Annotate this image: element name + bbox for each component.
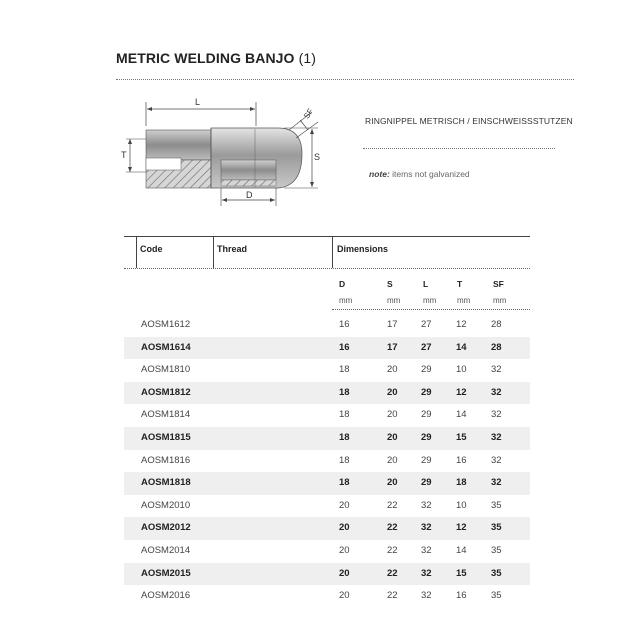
cell-S: 20 bbox=[387, 386, 398, 398]
cell-T: 12 bbox=[456, 522, 467, 534]
cell-code: AOSM1814 bbox=[141, 409, 191, 421]
cell-L: 29 bbox=[421, 386, 432, 398]
cell-SF: 35 bbox=[491, 499, 502, 511]
cell-code: AOSM2016 bbox=[141, 590, 191, 602]
column-divider-thread bbox=[213, 236, 214, 268]
cell-SF: 35 bbox=[491, 522, 502, 534]
colhead-L: L bbox=[423, 279, 429, 289]
cell-code: AOSM1810 bbox=[141, 364, 191, 376]
cell-SF: 28 bbox=[491, 341, 502, 353]
cell-SF: 32 bbox=[491, 386, 502, 398]
colhead-D: D bbox=[339, 279, 346, 289]
cell-T: 16 bbox=[456, 454, 467, 466]
cell-D: 18 bbox=[339, 386, 350, 398]
cell-S: 17 bbox=[387, 341, 398, 353]
column-divider-dimensions bbox=[332, 236, 333, 268]
cell-T: 15 bbox=[456, 567, 467, 579]
cell-T: 16 bbox=[456, 590, 467, 602]
cell-D: 18 bbox=[339, 431, 350, 443]
cell-L: 32 bbox=[421, 522, 432, 534]
cell-L: 29 bbox=[421, 431, 432, 443]
cell-SF: 28 bbox=[491, 319, 502, 330]
unit-SF: mm bbox=[493, 296, 507, 305]
cell-S: 22 bbox=[387, 567, 398, 579]
title-suffix: (1) bbox=[298, 50, 316, 66]
table-row bbox=[124, 427, 530, 450]
header-thread: Thread bbox=[217, 244, 248, 254]
colhead-S: S bbox=[387, 279, 393, 289]
label-D: D bbox=[246, 190, 253, 200]
cell-S: 20 bbox=[387, 454, 398, 466]
cell-SF: 32 bbox=[491, 409, 502, 421]
unit-D: mm bbox=[339, 296, 353, 305]
cell-D: 18 bbox=[339, 454, 350, 466]
cell-code: AOSM1818 bbox=[141, 477, 191, 489]
cell-D: 20 bbox=[339, 590, 350, 602]
cell-T: 14 bbox=[456, 409, 467, 421]
table-row bbox=[124, 517, 530, 540]
cell-code: AOSM2012 bbox=[141, 522, 191, 534]
cell-D: 20 bbox=[339, 567, 350, 579]
cell-T: 14 bbox=[456, 544, 467, 556]
table-row bbox=[124, 563, 530, 586]
units-divider bbox=[332, 309, 530, 310]
banjo-technical-drawing bbox=[116, 92, 346, 212]
cell-code: AOSM1816 bbox=[141, 454, 191, 466]
header-code: Code bbox=[140, 244, 163, 254]
cell-S: 17 bbox=[387, 319, 398, 330]
cell-L: 29 bbox=[421, 454, 432, 466]
cell-D: 16 bbox=[339, 341, 350, 353]
cell-SF: 35 bbox=[491, 567, 502, 579]
cell-S: 20 bbox=[387, 477, 398, 489]
table-header-divider bbox=[124, 268, 530, 269]
cell-D: 18 bbox=[339, 409, 350, 421]
cell-S: 22 bbox=[387, 590, 398, 602]
cell-D: 16 bbox=[339, 319, 350, 330]
header-dimensions: Dimensions bbox=[337, 244, 389, 254]
cell-T: 15 bbox=[456, 431, 467, 443]
cell-T: 10 bbox=[456, 499, 467, 511]
cell-L: 32 bbox=[421, 544, 432, 556]
cell-SF: 32 bbox=[491, 454, 502, 466]
subtitle-divider bbox=[363, 148, 555, 149]
note-text: items not galvanized bbox=[392, 169, 470, 179]
cell-S: 22 bbox=[387, 522, 398, 534]
cell-D: 20 bbox=[339, 544, 350, 556]
title-text: METRIC WELDING BANJO bbox=[116, 50, 295, 66]
unit-L: mm bbox=[423, 296, 437, 305]
cell-SF: 32 bbox=[491, 477, 502, 489]
cell-code: AOSM2010 bbox=[141, 499, 191, 511]
colhead-SF: SF bbox=[493, 279, 504, 289]
cell-code: AOSM2015 bbox=[141, 567, 191, 579]
cell-SF: 35 bbox=[491, 590, 502, 602]
table-row bbox=[124, 337, 530, 360]
cell-code: AOSM2014 bbox=[141, 544, 191, 556]
cell-SF: 32 bbox=[491, 364, 502, 376]
cell-L: 32 bbox=[421, 590, 432, 602]
title-divider bbox=[116, 79, 574, 80]
cell-S: 20 bbox=[387, 409, 398, 421]
table-row bbox=[124, 585, 530, 608]
cell-T: 12 bbox=[456, 319, 467, 330]
note bbox=[369, 169, 470, 179]
cell-T: 12 bbox=[456, 386, 467, 398]
table-row bbox=[124, 314, 530, 337]
cell-code: AOSM1614 bbox=[141, 341, 191, 353]
cell-D: 20 bbox=[339, 499, 350, 511]
table-row bbox=[124, 450, 530, 473]
table-row bbox=[124, 359, 530, 382]
table-row bbox=[124, 540, 530, 563]
cell-D: 18 bbox=[339, 364, 350, 376]
cell-T: 10 bbox=[456, 364, 467, 376]
cell-D: 18 bbox=[339, 477, 350, 489]
label-SF: SF bbox=[301, 106, 316, 121]
cell-SF: 32 bbox=[491, 431, 502, 443]
label-T: T bbox=[121, 150, 127, 160]
cell-D: 20 bbox=[339, 522, 350, 534]
cell-L: 27 bbox=[421, 319, 432, 330]
cell-code: AOSM1612 bbox=[141, 319, 191, 330]
table-row bbox=[124, 382, 530, 405]
table-row bbox=[124, 472, 530, 495]
cell-L: 29 bbox=[421, 409, 432, 421]
table-top-border bbox=[124, 236, 530, 237]
cell-L: 32 bbox=[421, 567, 432, 579]
label-S: S bbox=[314, 152, 321, 162]
note-label: note: bbox=[369, 169, 390, 179]
table-row bbox=[124, 495, 530, 518]
table-row bbox=[124, 404, 530, 427]
cell-code: AOSM1815 bbox=[141, 431, 191, 443]
label-L: L bbox=[195, 97, 201, 107]
cell-SF: 35 bbox=[491, 544, 502, 556]
product-subtitle: RINGNIPPEL METRISCH / EINSCHWEISSSTUTZEN bbox=[365, 116, 573, 126]
cell-S: 20 bbox=[387, 364, 398, 376]
cell-L: 27 bbox=[421, 341, 432, 353]
cell-T: 18 bbox=[456, 477, 467, 489]
cell-code: AOSM1812 bbox=[141, 386, 191, 398]
cell-L: 29 bbox=[421, 364, 432, 376]
cell-S: 20 bbox=[387, 431, 398, 443]
cell-L: 32 bbox=[421, 499, 432, 511]
page-title bbox=[116, 50, 316, 66]
colhead-T: T bbox=[457, 279, 463, 289]
cell-T: 14 bbox=[456, 341, 467, 353]
table-body bbox=[124, 314, 530, 608]
cell-L: 29 bbox=[421, 477, 432, 489]
unit-S: mm bbox=[387, 296, 401, 305]
cell-S: 22 bbox=[387, 499, 398, 511]
unit-T: mm bbox=[457, 296, 471, 305]
cell-S: 22 bbox=[387, 544, 398, 556]
column-divider-code bbox=[136, 236, 137, 268]
